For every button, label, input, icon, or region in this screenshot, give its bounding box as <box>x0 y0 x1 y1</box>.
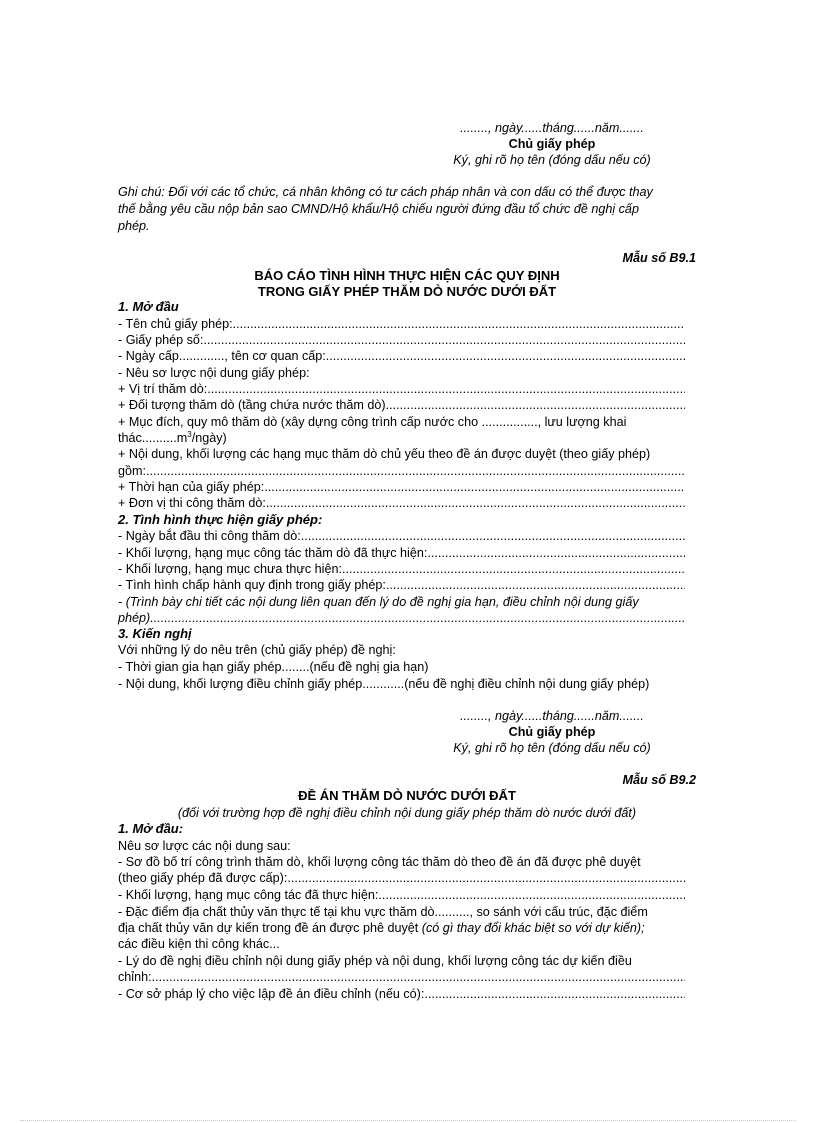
fill-dots <box>326 348 685 364</box>
field-ngay-bat-dau <box>118 528 685 544</box>
text-dac-diem-1: - Đặc điểm địa chất thủy văn thực tế tại khu vực thăm dò.........., so sánh với cấu trúc, đặc điểm <box>118 905 648 919</box>
fill-dots <box>301 528 685 544</box>
fill-dots <box>152 969 685 985</box>
b92-title: ĐỀ ÁN THĂM DÒ NƯỚC DƯỚI ĐẤT <box>298 788 516 803</box>
field-khoi-luong-chua <box>118 561 685 577</box>
fill-dots <box>146 463 685 479</box>
field-label: - Cơ sở pháp lý cho việc lập đề án điều chỉnh (nếu có): <box>118 987 425 1001</box>
fill-dots <box>203 332 685 348</box>
text-trinh-bay-1: - (Trình bày chi tiết các nội dung liên quan đến lý do đề nghị gia hạn, điều chỉnh nội dung giấy <box>118 595 639 609</box>
field-label: + Thời hạn của giấy phép: <box>118 480 265 494</box>
text-muc-dich-2 <box>118 430 227 446</box>
text-noi-dung-1: + Nội dung, khối lượng các hạng mục thăm dò chủ yếu theo đề án được duyệt (theo giấy phép) <box>118 447 651 461</box>
field-noi-dung-gom <box>118 463 685 479</box>
fill-dots <box>287 870 685 886</box>
field-label: + Đơn vị thi công thăm dò: <box>118 496 266 510</box>
text-part: /ngày) <box>191 431 227 445</box>
field-tinh-hinh <box>118 577 685 593</box>
text-voi-nhung: Với những lý do nêu trên (chủ giấy phép) đề nghị: <box>118 643 396 657</box>
b91-section3-heading: 3. Kiến nghị <box>118 626 192 641</box>
text-part-italic: (có gì thay đổi khác biệt so với dự kiến); <box>421 921 645 935</box>
fill-dots <box>386 397 685 413</box>
text-neu-so-luoc-b92: Nêu sơ lược các nội dung sau: <box>118 839 291 853</box>
form-code-b91: Mẫu số B9.1 <box>622 251 696 265</box>
field-label: (theo giấy phép đã được cấp): <box>118 871 288 885</box>
field-label: + Vị trí thăm dò: <box>118 382 208 396</box>
field-label: - Khối lượng, hạng mục công tác đã thực hiện: <box>118 888 379 902</box>
field-don-vi <box>118 495 685 511</box>
top-date-line: ........, ngày......tháng......năm....... <box>460 121 644 135</box>
top-signature-note: Ký, ghi rõ họ tên (đóng dấu nếu có) <box>453 153 651 167</box>
fill-dots <box>233 316 685 332</box>
fill-dots <box>150 610 685 626</box>
fill-dots <box>424 986 685 1002</box>
field-label: - Tên chủ giấy phép: <box>118 317 233 331</box>
text-ly-do-1: - Lý do đề nghị điều chỉnh nội dung giấy phép và nội dung, khối lượng công tác dự kiến điều <box>118 954 632 968</box>
b91-title-line-1: BÁO CÁO TÌNH HÌNH THỰC HIỆN CÁC QUY ĐỊNH <box>254 268 560 283</box>
fill-dots <box>342 561 685 577</box>
top-signature-title: Chủ giấy phép <box>508 137 596 151</box>
note-line-2: thế bằng yêu cầu nộp bản sao CMND/Hộ khẩu/Hộ chiếu người đứng đầu tổ chức đề nghị cấp <box>118 202 639 216</box>
text-thoi-gian-gia-han: - Thời gian gia hạn giấy phép........(nếu đề nghị gia hạn) <box>118 660 429 674</box>
page-bottom-rule <box>20 1120 796 1121</box>
fill-dots <box>207 381 685 397</box>
fill-dots <box>264 479 685 495</box>
text-muc-dich-1: + Mục đích, quy mô thăm dò (xây dựng công trình cấp nước cho ................, lưu lượng khai <box>118 415 627 429</box>
field-ly-do-2 <box>118 969 685 985</box>
b91-section1-heading: 1. Mở đầu <box>118 299 179 314</box>
field-trinh-bay-2 <box>118 610 685 626</box>
b91-date-line: ........, ngày......tháng......năm....... <box>460 709 644 723</box>
fill-dots <box>378 887 685 903</box>
text-noi-dung-dieu-chinh: - Nội dung, khối lượng điều chỉnh giấy phép............(nếu đề nghị điều chỉnh nội dung giấy phép) <box>118 677 650 691</box>
field-label: + Đối tượng thăm dò (tầng chứa nước thăm dò) <box>118 398 386 412</box>
field-thoi-han <box>118 479 685 495</box>
b92-subtitle: (đối với trường hợp đề nghị điều chỉnh nội dung giấy phép thăm dò nước dưới đất) <box>177 806 637 820</box>
text-dac-diem-3: các điều kiện thi công khác... <box>118 937 280 951</box>
field-label: - Khối lượng, hạng mục chưa thực hiện: <box>118 562 342 576</box>
field-ten-chu-giay-phep <box>118 316 685 332</box>
field-label: - Ngày cấp............., tên cơ quan cấp: <box>118 349 326 363</box>
fill-dots <box>386 577 685 593</box>
b91-title-line-2: TRONG GIẤY PHÉP THĂM DÒ NƯỚC DƯỚI ĐẤT <box>257 284 557 299</box>
field-khoi-luong-da <box>118 545 685 561</box>
b91-signature-note: Ký, ghi rõ họ tên (đóng dấu nếu có) <box>453 741 651 755</box>
text-part: địa chất thủy văn dự kiến trong đề án được phê duyệt <box>118 921 422 935</box>
field-label: - Giấy phép số: <box>118 333 204 347</box>
b91-section2-heading: 2. Tình hình thực hiện giấy phép: <box>118 512 323 527</box>
fill-dots <box>266 495 685 511</box>
field-giay-phep-so <box>118 332 685 348</box>
superscript: 3 <box>187 429 192 439</box>
text-part: thác..........m <box>118 431 188 445</box>
note-line-3: phép. <box>118 219 150 233</box>
field-khoi-luong-b92 <box>118 887 685 903</box>
b91-signature-title: Chủ giấy phép <box>508 725 596 739</box>
text-neu-so-luoc: - Nêu sơ lược nội dung giấy phép: <box>118 366 310 380</box>
text-so-do-1: - Sơ đồ bố trí công trình thăm dò, khối lượng công tác thăm dò theo đề án đã được phê duyệt <box>118 855 641 869</box>
field-vi-tri <box>118 381 685 397</box>
note-line-1: Ghi chú: Đối với các tổ chức, cá nhân không có tư cách pháp nhân và con dấu có thể được thay <box>118 185 653 199</box>
field-label: - Tình hình chấp hành quy định trong giấy phép: <box>118 578 386 592</box>
field-so-do-2 <box>118 870 685 886</box>
field-label: phép) <box>118 611 151 625</box>
b92-section1-heading: 1. Mở đầu: <box>118 821 184 836</box>
field-label: - Ngày bắt đầu thi công thăm dò: <box>118 529 301 543</box>
text-dac-diem-2 <box>118 920 645 936</box>
field-doi-tuong <box>118 397 685 413</box>
field-co-so-phap-ly <box>118 986 685 1002</box>
field-label: - Khối lượng, hạng mục công tác thăm dò đã thực hiện: <box>118 546 428 560</box>
field-ngay-cap <box>118 348 685 364</box>
field-label: chỉnh: <box>118 970 152 984</box>
form-code-b92: Mẫu số B9.2 <box>622 773 696 787</box>
field-label: gồm: <box>118 464 146 478</box>
fill-dots <box>427 545 685 561</box>
